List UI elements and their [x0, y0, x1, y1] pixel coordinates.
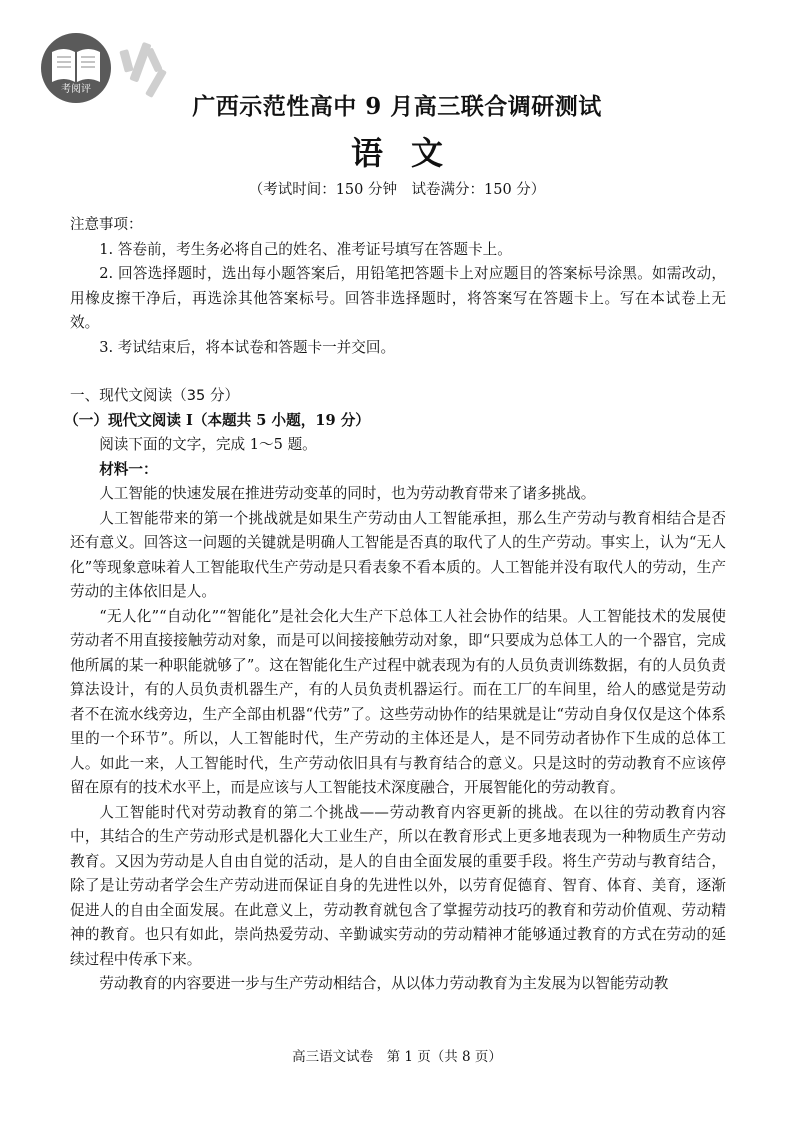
logo-text: 考阅评	[61, 84, 91, 95]
exam-content	[64, 213, 726, 997]
passage-paragraph: “无人化”“自动化”“智能化”是社会化大生产下总体工人社会协作的结果。人工智能技术的发展使劳动者不用直接接触劳动对象，而是可以间接接触劳动对象，即“只要成为总体工人的一个器官，完成他所属的某一种职能就够了”。这在智能化生产过程中就表现为有的人员负责训练数据，有的人员负责算法设计，有的人员负责机器生产，有的人员负责机器运行。而在工厂的车间里，给人的感觉是劳动者不在流水线旁边，生产全部由机器“代劳”了。这些劳动协作的结果就是让“劳动自身仅仅是这个体系里的一个环节”。所以，人工智能时代，生产劳动的主体还是人，是不同劳动者协作下生成的总体工人。如此一来，人工智能时代，生产劳动依旧具有与教育结合的意义。只是这时的劳动教育不应该停留在原有的技术水平上，而是应该与人工智能技术深度融合，开展智能化的劳动教育。	[70, 607, 726, 796]
section-subheading: （一）现代文阅读 I（本题共 5 小题，19 分）	[64, 411, 370, 429]
passage-paragraph: 人工智能带来的第一个挑战就是如果生产劳动由人工智能承担，那么生产劳动与教育相结合是否还有意义。回答这一问题的关键就是明确人工智能是否真的取代了人的生产劳动。事实上，认为“无人化”等现象意味着人工智能取代生产劳动是只看表象不看本质的。人工智能并没有取代人的劳动，生产劳动的主体依旧是人。	[70, 509, 726, 600]
passage-paragraph: 人工智能的快速发展在推进劳动变革的同时，也为劳动教育带来了诸多挑战。	[99, 485, 596, 502]
note-item: 3. 考试结束后，将本试卷和答题卡一并交回。	[99, 338, 396, 356]
note-item: 1. 答卷前，考生务必将自己的姓名、准考证号填写在答题卡上。	[99, 240, 512, 258]
subject-title: 语文	[350, 134, 471, 172]
exam-title: 广西示范性高中 9 月高三联合调研测试	[192, 93, 602, 120]
exam-info: （考试时间：150 分钟 试卷满分：150 分）	[248, 182, 546, 198]
passage-paragraph: 劳动教育的内容要进一步与生产劳动相结合，从以体力劳动教育为主发展为以智能劳动教	[99, 975, 669, 992]
section-heading: 一、现代文阅读（35 分）	[70, 387, 240, 404]
page-footer: 高三语文试卷 第 1 页（共 8 页）	[292, 1049, 502, 1065]
spacer	[70, 360, 726, 384]
notes-title: 注意事项：	[70, 217, 143, 233]
passage-paragraph: 人工智能时代对劳动教育的第二个挑战——劳动教育内容更新的挑战。在以往的劳动教育内容中，其结合的生产劳动形式是机器化大工业生产，所以在教育形式上更多地表现为一种物质生产劳动教育。又因为劳动是人自由自觉的活动，是人的自由全面发展的重要手段。将生产劳动与教育结合，除了是让劳动者学会生产劳动进而保证自身的先进性以外，以劳育促德育、智育、体育、美育，逐渐促进人的自由全面发展。在此意义上，劳动教育就包含了掌握劳动技巧的教育和劳动价值观、劳动精神的教育。也只有如此，崇尚热爱劳动、辛勤诚实劳动的劳动精神才能够通过教育的方式在劳动的延续过程中传承下来。	[70, 803, 726, 968]
note-item: 2. 回答选择题时，选出每小题答案后，用铅笔把答题卡上对应题目的答案标号涂黑。如需改动，用橡皮擦干净后，再选涂其他答案标号。回答非选择题时，将答案写在答题卡上。写在本试卷上无效。	[70, 265, 726, 331]
material-label: 材料一：	[99, 460, 158, 478]
reading-instruction: 阅读下面的文字，完成 1～5 题。	[99, 436, 317, 453]
